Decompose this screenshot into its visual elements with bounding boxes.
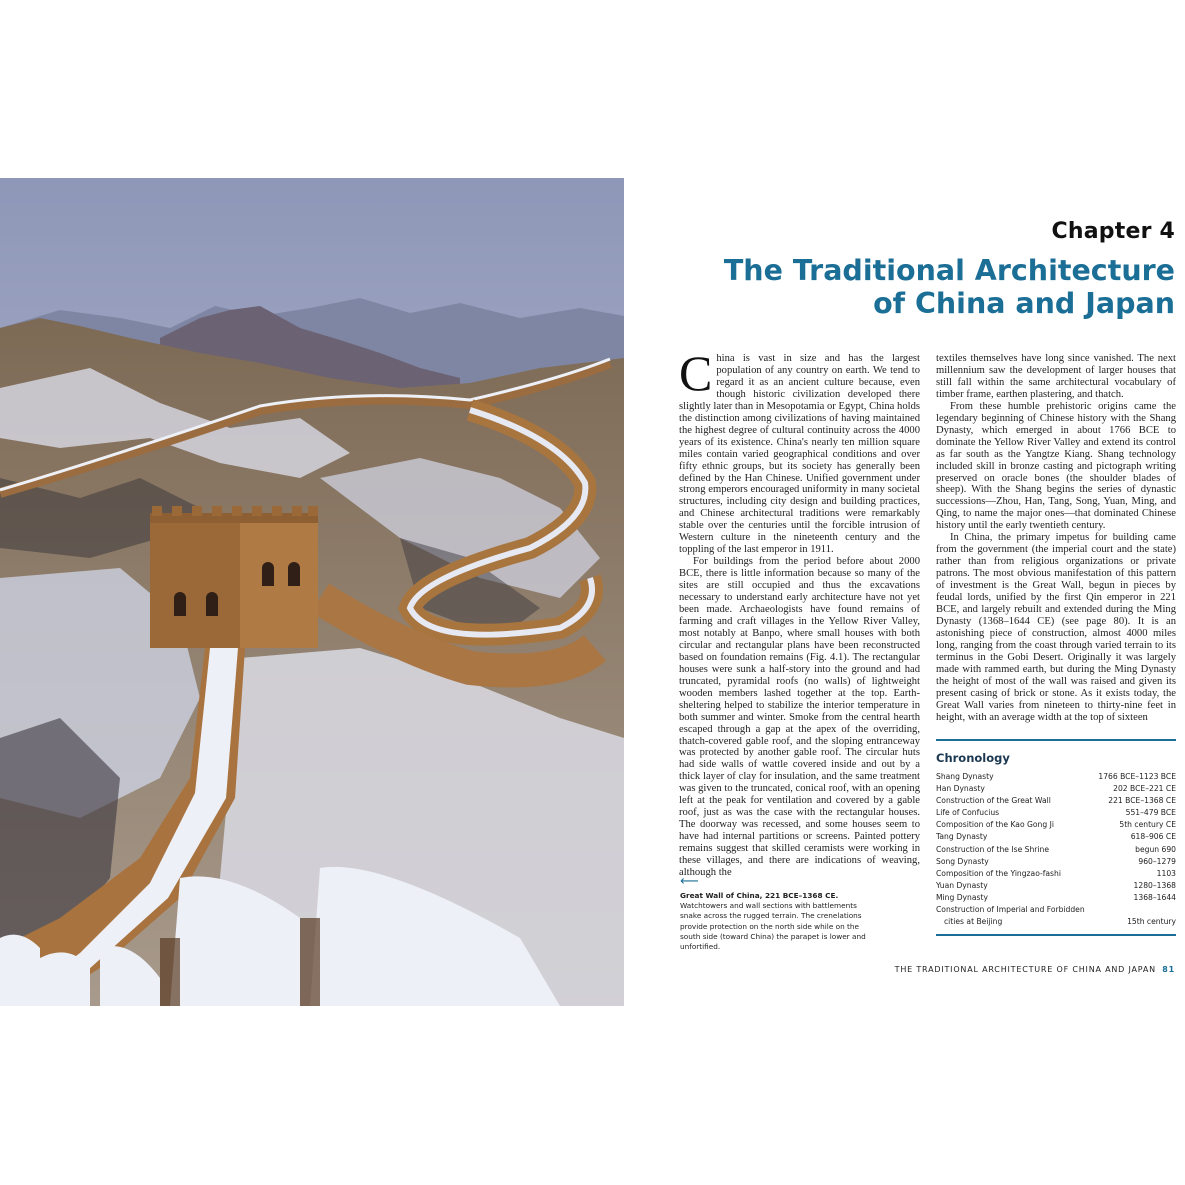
chronology-event: cities at Beijing xyxy=(944,917,1003,927)
body-paragraph: For buildings from the period before about 2000 BCE, there is little information because so many of the sites are still occupied and thus the excavations necessary to understand early architecture have not yet been made. Archaeologists have found remains of farming and craft villages in the Yellow River Valley, most notably at Banpo, where small houses with both circular and rectangular plans have been reconstructed based on foundation remains (Fig. 4.1). The rectangular houses were sunk a half-story into the ground and had truncated, pyramidal roofs (no walls) of lightweight wooden members lashed together at the top. Earth-sheltering helped to stabilize the interior temperature in both summer and winter. Smoke from the central hearth escaped through a gap at the apex of the overriding, thatch-covered gable roof, and the sloping entranceway was protected by another gable roof. The circular huts had side walls of wattle covered inside and out by a thick layer of clay for insulation, and the same treatment was given to the truncated, conical roof, with an opening left at the peak for ventilation and covered by a gable roof, just as was the case with the rectangular houses. The doorway was recessed, and some houses seem to have had internal partitions or screens. Painted pottery remains suggest that skilled ceramists were working in these villages, and there are indications of weaving, although the xyxy=(679,556,920,878)
chronology-date: 1103 xyxy=(1156,868,1176,878)
chronology-event: Han Dynasty xyxy=(936,784,985,794)
chronology-title: Chronology xyxy=(936,751,1010,765)
chronology-date: 1766 BCE–1123 BCE xyxy=(1098,772,1176,781)
body-paragraph: textiles themselves have long since vanished. The next millennium saw the development of larger houses that still fall within the same architectural vocabulary of timber frame, earthen plastering, and thatch. xyxy=(936,353,1176,400)
drop-cap: C xyxy=(679,345,713,401)
left-arrow-icon: ⟵ xyxy=(680,874,699,889)
chronology-box xyxy=(936,739,1176,936)
chronology-date: 221 BCE–1368 CE xyxy=(1108,796,1176,806)
chronology-event: Composition of the Kao Gong Ji xyxy=(936,820,1054,830)
chronology-event: Composition of the Yingzao-fashi xyxy=(936,868,1061,878)
chronology-event: Yuan Dynasty xyxy=(936,880,988,890)
chronology-row xyxy=(936,795,1176,807)
chronology-event: Tang Dynasty xyxy=(936,832,988,842)
chronology-date: 15th century xyxy=(1127,917,1176,927)
chronology-date: 1368–1644 xyxy=(1133,892,1176,902)
great-wall-photo xyxy=(0,178,624,1006)
body-column-left xyxy=(679,345,920,879)
chronology-row xyxy=(936,880,1176,892)
chronology-event: Construction of Imperial and Forbidden xyxy=(936,905,1085,915)
chronology-row xyxy=(936,771,1176,783)
chronology-date: begun 690 xyxy=(1135,844,1176,854)
body-paragraph: From these humble prehistoric origins came the legendary beginning of Chinese history with the Shang Dynasty, which emerged in about 1766 BCE to dominate the Yellow River Valley and extend its control as far south as the Yangtze Kiang. Shang technology included skill in bronze casting and pictograph writing preserved on oracle bones (the shoulder blades of sheep). With the Shang begins the series of dynastic successions—Zhou, Han, Tang, Song, Yuan, Ming, and Qing, to name the major ones—that dominated Chinese history until the early twentieth century. xyxy=(936,400,1176,532)
chronology-event: Life of Confucius xyxy=(936,808,1000,818)
page-number: 81 xyxy=(1162,965,1175,974)
chronology-row xyxy=(936,916,1176,928)
chronology-date: 618–906 CE xyxy=(1130,832,1176,842)
chronology-row xyxy=(936,904,1176,916)
chronology-date: 1280–1368 xyxy=(1133,880,1176,890)
chronology-row xyxy=(936,856,1176,868)
caption-title: Great Wall of China, 221 BCE–1368 CE. xyxy=(680,891,839,900)
chronology-row xyxy=(936,819,1176,831)
chapter-title xyxy=(675,254,1175,320)
body-paragraph xyxy=(679,345,920,556)
chronology-event: Construction of the Ise Shrine xyxy=(936,844,1050,854)
chronology-row xyxy=(936,892,1176,904)
chronology-date: 5th century CE xyxy=(1119,820,1176,830)
chronology-row xyxy=(936,807,1176,819)
caption-text: Watchtowers and wall sections with battlements snake across the rugged terrain. The crenelations provide protection on the north side while on the south side (toward China) the parapet is lower and unfortified. xyxy=(680,901,866,952)
chronology-row xyxy=(936,831,1176,843)
body-paragraph: In China, the primary impetus for building came from the government (the imperial court and the state) rather than from religious organizations or private patrons. The most obvious manifestation of this pattern of investment is the Great Wall, begun in pieces by feudal lords, unified by the first Qin emperor in 221 BCE, and largely rebuilt and extended during the Ming Dynasty (1368–1644 CE) (see page 80). It is an astonishing piece of construction, almost 4000 miles long, ranging from the coast through varied terrain to its terminus in the Gobi Desert. Originally it was largely made with rammed earth, but during the Ming Dynasty the height of most of the wall was raised and given its present casing of brick or stone. As it exists today, the Great Wall varies from nineteen to thirty-nine feet in height, with an average width at the top of sixteen xyxy=(936,532,1176,723)
chronology-row xyxy=(936,783,1176,795)
chronology-list xyxy=(936,771,1176,928)
great-wall-illustration xyxy=(0,178,624,1006)
running-head: THE TRADITIONAL ARCHITECTURE OF CHINA AND JAPAN xyxy=(894,965,1156,974)
chronology-row xyxy=(936,844,1176,856)
chapter-title-line-2: of China and Japan xyxy=(873,287,1175,320)
chronology-date: 202 BCE–221 CE xyxy=(1113,784,1176,794)
photo-caption xyxy=(680,876,880,952)
chronology-event: Construction of the Great Wall xyxy=(936,796,1051,806)
chronology-event: Shang Dynasty xyxy=(936,772,994,781)
chronology-date: 551–479 BCE xyxy=(1125,808,1176,818)
chapter-title-line-1: The Traditional Architecture xyxy=(723,254,1175,287)
chronology-row xyxy=(936,868,1176,880)
chronology-date: 960–1279 xyxy=(1138,856,1176,866)
chapter-number: Chapter 4 xyxy=(1051,219,1175,244)
chronology-event: Ming Dynasty xyxy=(936,892,988,902)
body-column-right xyxy=(936,353,1176,724)
running-footer xyxy=(895,965,1175,974)
paragraph-text: hina is vast in size and has the largest population of any country on earth. We tend to regard it as an ancient culture because, even though historic civilization developed there slightly later than in Mesopotamia or Egypt, China holds the distinction among civilizations of having maintained the highest degree of cultural continuity across the 4000 years of its existence. China's nearly ten million square miles contain varied geographical conditions and over fifty ethnic groups, but its society has generally been defined by the Han Chinese. Unified government under strong emperors encouraged uniformity in many societal structures, including city design and building practices, and Chinese architectural traditions were remarkably stable over the centuries until the forcible intrusion of Western culture in the nineteenth century and the toppling of the last emperor in 1911. xyxy=(679,353,920,556)
chronology-event: Song Dynasty xyxy=(936,856,989,866)
